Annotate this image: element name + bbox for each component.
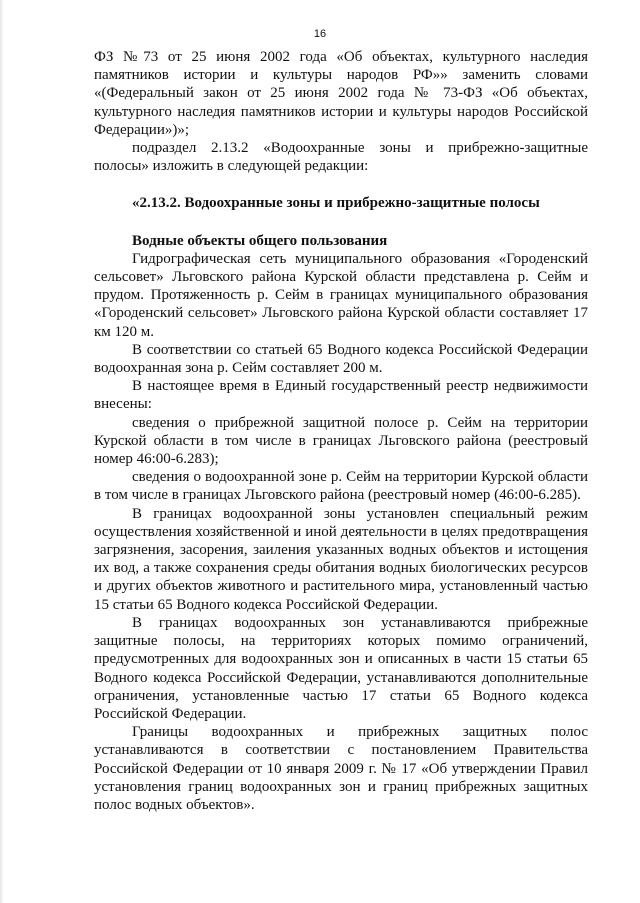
paragraph-water-protection-zone-width: В соответствии со статьей 65 Водного кодекса Российской Федерации водоохранная зона р. Сейм составляет 200 м. xyxy=(94,341,588,377)
paragraph-hydrography: Гидрографическая сеть муниципального образования «Городенский сельсовет» Льговского района Курской области представлена р. Сейм и прудом. Протяженность р. Сейм в границах муниципального образования «Городенский сельсовет» Льговского района Курской области составляет 17 км 120 м. xyxy=(94,250,588,340)
paragraph-coastal-strip-record: сведения о прибрежной защитной полосе р. Сейм на территории Курской области в том числе в границах Льговского района (реестровый номер 46:00-6.283); xyxy=(94,414,588,468)
paragraph-coastal-strips: В границах водоохранных зон устанавливаются прибрежные защитные полосы, на территориях которых помимо ограничений, предусмотренных для водоохранных зон и описанных в части 15 статьи 65 Водного кодекса Российской Федерации, устанавливаются дополнительные ограничения, установленные частью 17 статьи 65 Водного кодекса Российской Федерации. xyxy=(94,614,588,722)
paragraph-special-regime: В границах водоохранной зоны установлен специальный режим осуществления хозяйственной и иной деятельности в целях предотвращения загрязнения, засорения, заиления указанных водных объектов и истощения их вод, а также сохранения среды обитания водных биологических ресурсов и других объектов животного и растительного мира, установленный частью 15 статьи 65 Водного кодекса Российской Федерации. xyxy=(94,505,588,613)
paragraph-water-zone-record: сведения о водоохранной зоне р. Сейм на территории Курской области в том числе в границах Льговского района (реестровый номер (46:00-6.285). xyxy=(94,469,588,504)
section-heading: «2.13.2. Водоохранные зоны и прибрежно-защитные полосы xyxy=(132,195,540,212)
document-body xyxy=(94,48,588,814)
subsection-heading: Водные объекты общего пользования xyxy=(132,232,388,249)
paragraph-law-reference: ФЗ №73 от 25 июня 2002 года «Об объектах, культурного наследия памятников истории и культуры народов РФ»» заменить словами «(Федеральный закон от 25 июня 2002 года № 73-ФЗ «Об объектах, культурного наследия памятников истории и культуры народов Российской Федерации»)»; xyxy=(94,49,588,138)
page-number: 16 xyxy=(313,28,327,40)
scan-edge-shadow xyxy=(0,0,4,903)
paragraph-registry-intro: В настоящее время в Единый государственный реестр недвижимости внесены: xyxy=(94,378,588,413)
paragraph-boundaries: Границы водоохранных и прибрежных защитных полос устанавливаются в соответствии с постановлением Правительства Российской Федерации от 10 января 2009 г. № 17 «Об утверждении Правил установления границ водоохранных зон и границ прибрежных защитных полос водных объектов». xyxy=(94,724,588,813)
paragraph-subsection-intro: подраздел 2.13.2 «Водоохранные зоны и прибрежно-защитные полосы» изложить в следующей редакции: xyxy=(94,140,588,175)
